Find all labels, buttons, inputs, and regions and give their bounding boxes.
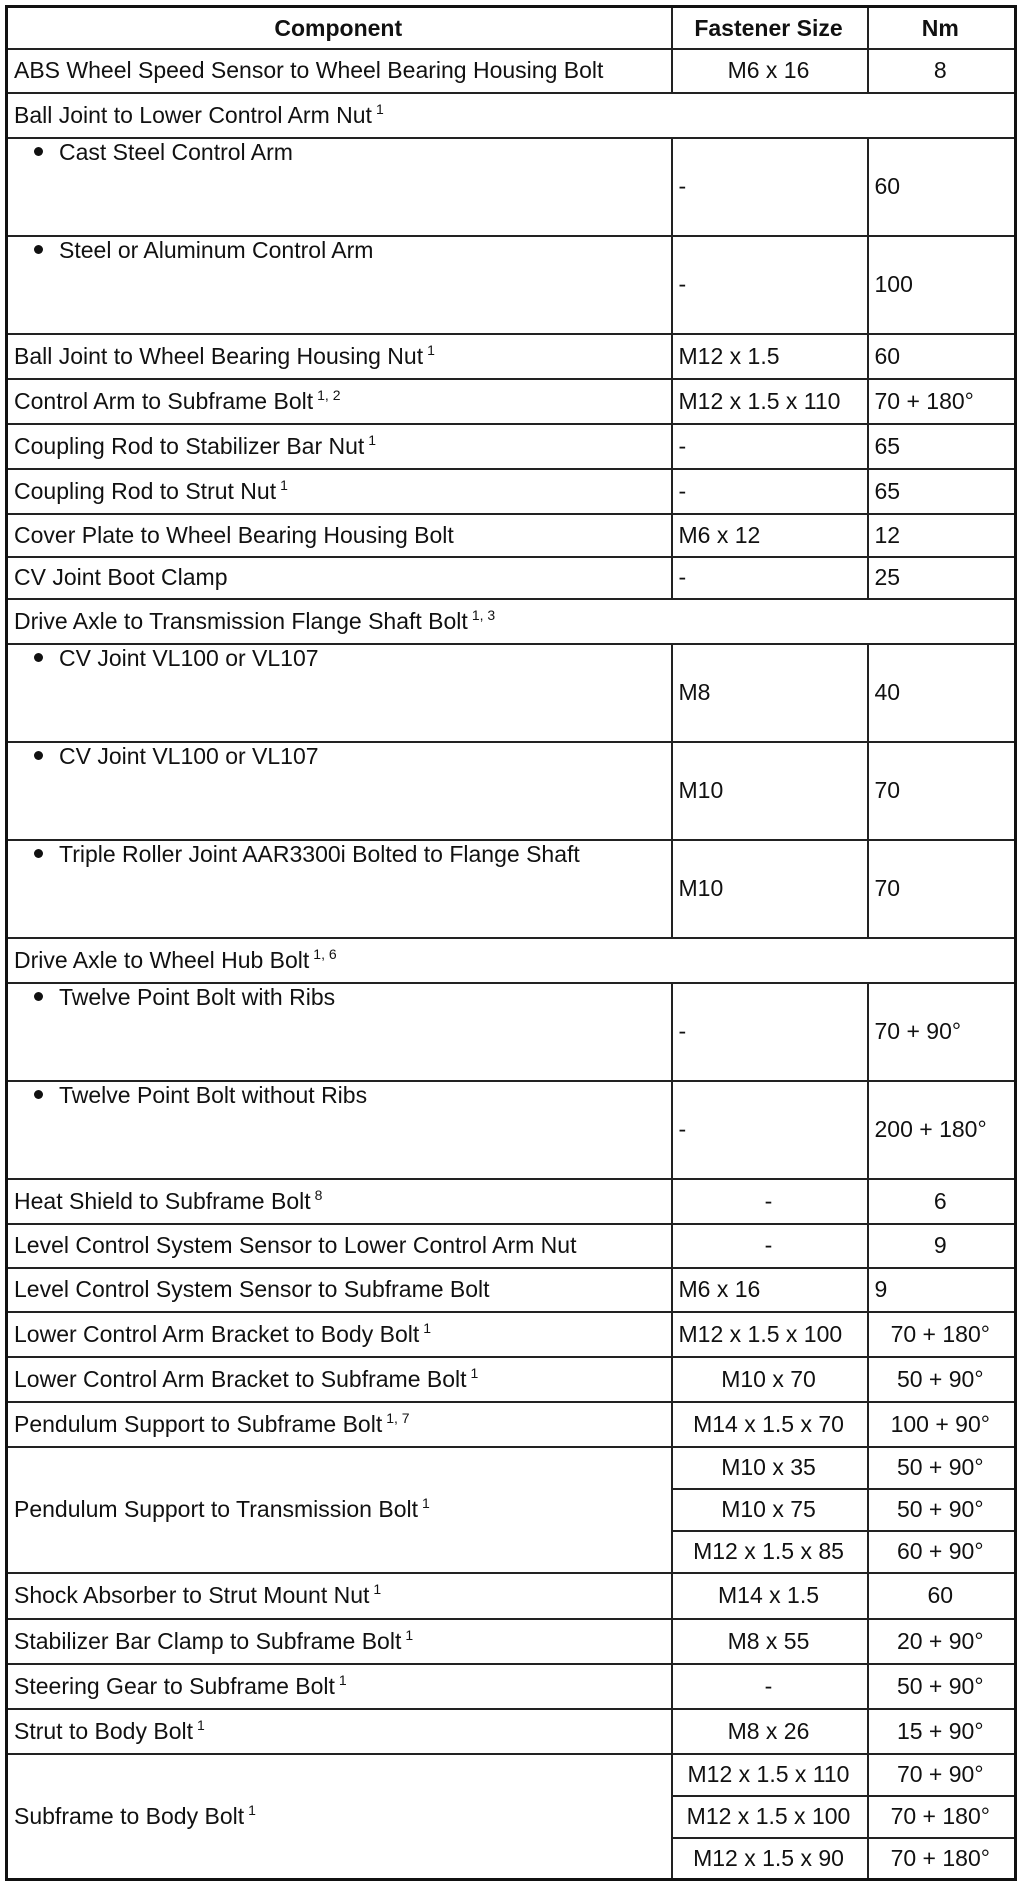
table-row — [7, 236, 1016, 334]
component-cell — [7, 514, 672, 557]
fastener-cell: M12 x 1.5 x 90 — [672, 1838, 868, 1880]
component-text: Triple Roller Joint AAR3300i Bolted to Flange Shaft — [59, 840, 580, 867]
torque-cell: 9 — [868, 1268, 1016, 1312]
fastener-cell: M14 x 1.5 x 70 — [672, 1402, 868, 1447]
group-title-cell — [7, 93, 1016, 138]
table-row — [7, 1081, 1016, 1179]
table-row — [7, 1754, 1016, 1796]
torque-cell: 50 + 90° — [868, 1489, 1016, 1531]
footnote-ref: 1 — [375, 100, 384, 117]
group-header-row — [7, 599, 1016, 644]
table-row — [7, 1224, 1016, 1268]
bullet-icon — [34, 751, 43, 760]
torque-cell: 100 + 90° — [868, 1402, 1016, 1447]
bullet-icon — [34, 849, 43, 858]
footnote-ref: 1, 2 — [317, 386, 341, 403]
group-title-cell — [7, 599, 1016, 644]
torque-cell: 50 + 90° — [868, 1447, 1016, 1489]
bullet-icon — [34, 1090, 43, 1099]
table-row — [7, 840, 1016, 938]
footnote-ref: 8 — [314, 1186, 323, 1203]
fastener-cell: - — [672, 1224, 868, 1268]
fastener-cell: M14 x 1.5 — [672, 1573, 868, 1619]
fastener-cell: M12 x 1.5 x 110 — [672, 379, 868, 424]
bullet-icon — [34, 653, 43, 662]
footnote-ref: 1 — [338, 1671, 347, 1688]
torque-cell: 70 + 180° — [868, 379, 1016, 424]
table-header-row — [7, 7, 1016, 49]
fastener-cell: - — [672, 1664, 868, 1709]
fastener-cell: - — [672, 469, 868, 514]
component-text: Level Control System Sensor to Lower Control Arm Nut — [14, 1232, 577, 1259]
component-cell — [7, 1573, 672, 1619]
torque-cell: 65 — [868, 424, 1016, 469]
torque-cell: 100 — [868, 236, 1016, 334]
table-row — [7, 49, 1016, 93]
fastener-cell: - — [672, 1179, 868, 1224]
component-cell — [7, 1447, 672, 1573]
component-cell — [7, 1664, 672, 1709]
torque-cell: 40 — [868, 644, 1016, 742]
component-text: Steering Gear to Subframe Bolt — [14, 1672, 335, 1699]
component-cell — [7, 1268, 672, 1312]
torque-cell: 70 + 90° — [868, 983, 1016, 1081]
torque-cell: 12 — [868, 514, 1016, 557]
component-text: Coupling Rod to Stabilizer Bar Nut — [14, 432, 365, 459]
component-text: Subframe to Body Bolt — [14, 1803, 245, 1830]
component-cell — [7, 236, 672, 334]
bullet-icon — [34, 147, 43, 156]
table-row — [7, 1664, 1016, 1709]
component-cell — [7, 742, 672, 840]
component-text: Cast Steel Control Arm — [59, 138, 293, 165]
component-cell — [7, 557, 672, 599]
table-row — [7, 469, 1016, 514]
table-row — [7, 1619, 1016, 1664]
torque-cell: 8 — [868, 49, 1016, 93]
fastener-cell: M12 x 1.5 — [672, 334, 868, 379]
torque-cell: 70 — [868, 742, 1016, 840]
component-cell — [7, 138, 672, 236]
footnote-ref: 1 — [470, 1364, 479, 1381]
component-cell — [7, 1402, 672, 1447]
header-fastener-size: Fastener Size — [672, 7, 868, 49]
fastener-cell: M12 x 1.5 x 100 — [672, 1796, 868, 1838]
torque-spec-table — [5, 5, 1017, 1881]
component-text: CV Joint VL100 or VL107 — [59, 742, 319, 769]
torque-cell: 65 — [868, 469, 1016, 514]
table-row — [7, 1402, 1016, 1447]
fastener-cell: - — [672, 424, 868, 469]
component-text: Cover Plate to Wheel Bearing Housing Bolt — [14, 521, 454, 548]
table-row — [7, 1312, 1016, 1357]
component-cell — [7, 983, 672, 1081]
bullet-icon — [34, 245, 43, 254]
torque-cell: 15 + 90° — [868, 1709, 1016, 1754]
component-text: Drive Axle to Transmission Flange Shaft Bolt — [14, 607, 468, 634]
fastener-cell: M8 — [672, 644, 868, 742]
component-cell — [7, 840, 672, 938]
component-text: Control Arm to Subframe Bolt — [14, 387, 314, 414]
component-text: Twelve Point Bolt without Ribs — [59, 1081, 368, 1108]
table-row — [7, 379, 1016, 424]
fastener-cell: M10 x 75 — [672, 1489, 868, 1531]
fastener-cell: - — [672, 983, 868, 1081]
component-cell — [7, 1224, 672, 1268]
header-nm: Nm — [868, 7, 1016, 49]
footnote-ref: 1, 6 — [313, 945, 337, 962]
component-text: Ball Joint to Lower Control Arm Nut — [14, 101, 372, 128]
component-text: ABS Wheel Speed Sensor to Wheel Bearing Housing Bolt — [14, 57, 604, 84]
table-row — [7, 742, 1016, 840]
footnote-ref: 1 — [405, 1626, 414, 1643]
table-row — [7, 138, 1016, 236]
footnote-ref: 1 — [196, 1716, 205, 1733]
torque-cell: 70 + 90° — [868, 1754, 1016, 1796]
fastener-cell: M10 — [672, 742, 868, 840]
fastener-cell: M8 x 55 — [672, 1619, 868, 1664]
group-title-cell — [7, 938, 1016, 983]
table-row — [7, 1179, 1016, 1224]
component-text: Stabilizer Bar Clamp to Subframe Bolt — [14, 1627, 402, 1654]
component-text: Ball Joint to Wheel Bearing Housing Nut — [14, 342, 424, 369]
table-row — [7, 557, 1016, 599]
footnote-ref: 1 — [373, 1581, 382, 1598]
fastener-cell: - — [672, 236, 868, 334]
torque-cell: 60 — [868, 1573, 1016, 1619]
footnote-ref: 1, 7 — [386, 1409, 410, 1426]
group-header-row — [7, 93, 1016, 138]
torque-cell: 9 — [868, 1224, 1016, 1268]
group-header-row — [7, 938, 1016, 983]
torque-cell: 50 + 90° — [868, 1357, 1016, 1402]
fastener-cell: M6 x 16 — [672, 1268, 868, 1312]
fastener-cell: M10 x 70 — [672, 1357, 868, 1402]
table-row — [7, 424, 1016, 469]
component-text: Twelve Point Bolt with Ribs — [59, 983, 336, 1010]
torque-cell: 60 + 90° — [868, 1531, 1016, 1573]
component-cell — [7, 1357, 672, 1402]
header-component: Component — [7, 7, 672, 49]
component-text: Level Control System Sensor to Subframe Bolt — [14, 1276, 490, 1303]
component-cell — [7, 1754, 672, 1880]
fastener-cell: M6 x 16 — [672, 49, 868, 93]
footnote-ref: 1 — [423, 1319, 432, 1336]
component-cell — [7, 1709, 672, 1754]
component-text: Shock Absorber to Strut Mount Nut — [14, 1582, 370, 1609]
table-row — [7, 1709, 1016, 1754]
component-cell — [7, 1619, 672, 1664]
component-text: Drive Axle to Wheel Hub Bolt — [14, 946, 310, 973]
footnote-ref: 1 — [421, 1495, 430, 1512]
torque-cell: 60 — [868, 138, 1016, 236]
component-text: CV Joint Boot Clamp — [14, 564, 228, 591]
component-cell — [7, 334, 672, 379]
component-cell — [7, 49, 672, 93]
component-text: Pendulum Support to Subframe Bolt — [14, 1410, 383, 1437]
footnote-ref: 1 — [427, 341, 435, 358]
table-row — [7, 334, 1016, 379]
torque-cell: 70 + 180° — [868, 1838, 1016, 1880]
torque-cell: 60 — [868, 334, 1016, 379]
component-cell — [7, 644, 672, 742]
table-row — [7, 1357, 1016, 1402]
component-text: Steel or Aluminum Control Arm — [59, 236, 374, 263]
torque-cell: 70 + 180° — [868, 1796, 1016, 1838]
table-row — [7, 1447, 1016, 1489]
table-row — [7, 983, 1016, 1081]
torque-cell: 70 + 180° — [868, 1312, 1016, 1357]
table-row — [7, 514, 1016, 557]
component-text: Lower Control Arm Bracket to Body Bolt — [14, 1320, 420, 1347]
component-cell — [7, 1312, 672, 1357]
component-text: Pendulum Support to Transmission Bolt — [14, 1496, 418, 1523]
footnote-ref: 1 — [368, 431, 377, 448]
bullet-icon — [34, 992, 43, 1001]
fastener-cell: M10 — [672, 840, 868, 938]
component-cell — [7, 1179, 672, 1224]
component-text: Lower Control Arm Bracket to Subframe Bolt — [14, 1365, 467, 1392]
torque-cell: 20 + 90° — [868, 1619, 1016, 1664]
table-row — [7, 1573, 1016, 1619]
fastener-cell: M12 x 1.5 x 85 — [672, 1531, 868, 1573]
fastener-cell: M10 x 35 — [672, 1447, 868, 1489]
component-cell — [7, 379, 672, 424]
footnote-ref: 1, 3 — [471, 606, 496, 623]
fastener-cell: M6 x 12 — [672, 514, 868, 557]
component-text: Coupling Rod to Strut Nut — [14, 477, 277, 504]
table-row — [7, 1268, 1016, 1312]
footnote-ref: 1 — [248, 1802, 256, 1819]
table-row — [7, 644, 1016, 742]
torque-cell: 6 — [868, 1179, 1016, 1224]
component-cell — [7, 1081, 672, 1179]
fastener-cell: M8 x 26 — [672, 1709, 868, 1754]
torque-cell: 25 — [868, 557, 1016, 599]
fastener-cell: - — [672, 1081, 868, 1179]
fastener-cell: M12 x 1.5 x 110 — [672, 1754, 868, 1796]
component-text: Heat Shield to Subframe Bolt — [14, 1187, 311, 1214]
torque-cell: 200 + 180° — [868, 1081, 1016, 1179]
footnote-ref: 1 — [280, 476, 288, 493]
component-text: CV Joint VL100 or VL107 — [59, 644, 319, 671]
fastener-cell: - — [672, 557, 868, 599]
torque-cell: 50 + 90° — [868, 1664, 1016, 1709]
torque-cell: 70 — [868, 840, 1016, 938]
component-cell — [7, 469, 672, 514]
component-cell — [7, 424, 672, 469]
fastener-cell: M12 x 1.5 x 100 — [672, 1312, 868, 1357]
fastener-cell: - — [672, 138, 868, 236]
component-text: Strut to Body Bolt — [14, 1717, 193, 1744]
